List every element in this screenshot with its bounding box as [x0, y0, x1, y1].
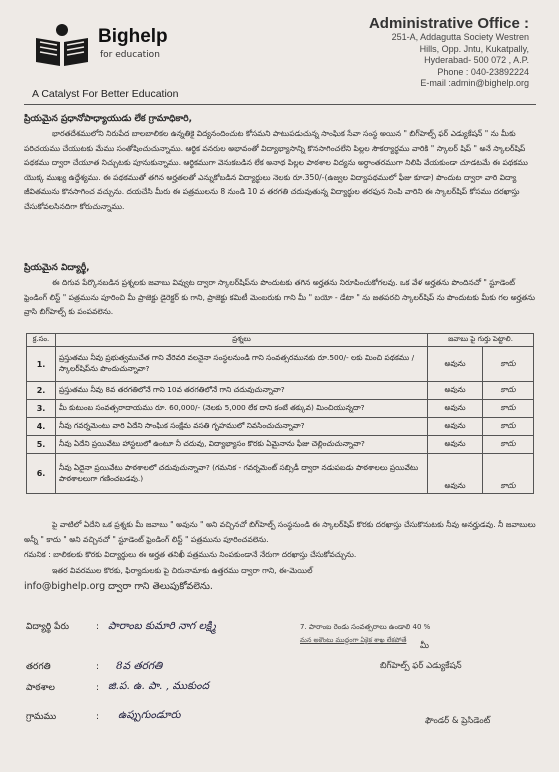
sig-founder-president: ఫౌండర్ & ప్రెసిడెంట్ [425, 716, 491, 726]
table-row [27, 436, 534, 454]
handwritten-note: 7. పారాంబ రెండు సంవత్సరాలు ఉండాలి 40 % [300, 623, 431, 631]
answer-no-marked[interactable]: కాదు [483, 347, 534, 382]
row-number: 4. [27, 418, 56, 436]
row-number: 5. [27, 436, 56, 454]
header-divider [24, 104, 536, 105]
label-student-name: విద్యార్థి పేరు [26, 622, 69, 632]
row-number: 1. [27, 347, 56, 382]
table-row [27, 400, 534, 418]
stamp-underline-text: మన అకౌంటు ముద్దంగా ఏకైక శాఖ లేకపోతే [300, 636, 407, 644]
col-serial: క్ర.సం. [27, 334, 56, 347]
answer-no-marked[interactable]: కాదు [483, 400, 534, 418]
colon: : [96, 712, 100, 722]
ineligibility-paragraph: పై వాటిలో ఏదేని ఒక ప్రశ్నకు మీ జవాబు " అవును " అని వచ్చినచో బిగ్‌హెల్ప్ సంస్థనుండి ఈ స్కాలర్‌షిప్ కొరకు దరఖాస్తు చేసుకొనుటకు నీవు అనర్హుడవు. నీ జవాబులు అన్నీ " కాదు " అని వచ్చినచో " స్టూడెంట్ ఫ్రెండింగ్ లిస్ట్ " పత్రమును పూరించవలెను. [24, 520, 536, 544]
salutation-student: ప్రియమైన విద్యార్థీ, [24, 263, 90, 273]
label-class: తరగతి [26, 662, 51, 672]
value-student-name[interactable]: పారాంబ కుమారి నాగ లక్ష్మి [108, 620, 216, 632]
answer-yes[interactable]: అవును [428, 347, 483, 382]
row-number: 2. [27, 382, 56, 400]
table-row [27, 418, 534, 436]
brand-subtitle: for education [100, 50, 160, 60]
intro-paragraph: భారతదేశములోని నిరుపేద బాలబాలికల ఉన్నతికై విద్యనందించుట కోసమని పాటుపడుచున్న సాంఘిక సేవా సంస్థ అయిన " బిగ్‌హెల్ప్ ఫర్ ఎడ్యుకేషన్ " ను మీకు పరిచయము చేయుటకు మేము సంతోషించుచున్నాము. ఆర్థిక వనరుల అభావంతో విద్యాభ్యాసాన్ని కొనసాగించలేని పిల్లల సౌకర్యార్థము వారికి " స్కాలర్ షిప్ " అనే స్కాలర్‌షిప్ పథకము ద్వారా చేయూత నిచ్చుటకు పూనుకున్నాము. ఆర్థికముగా వెనుకబడిన లేక అనాథ పిల్లల పాఠశాల విద్యను అర్ధాంతరముగా నిలిపి వేయకుండా చూడటమే ఈ పథకము యొక్క ముఖ్య ఉద్దేశ్యము. ఈ పథకముతో తగిన అర్హతలతో ఎన్నుకోబడిన విద్యార్థులు నెలకు రూ.350/-(ఉజ్వల విద్యాపథములో ఫీజు కూడా) పొందుట ద్వారా వారి విద్యా జీవితమును కొనసాగించ వచ్చును. దయచేసి మీరు ఈ పత్రములను 8 నుండి 10 వ తరగతి చదువుతున్న విద్యార్థుల తరఫున నింపి వారిని ఈ స్కాలర్‌షిప్ కోసము దరఖాస్తు చేసుకోవలసినదిగా కోరుచున్నాము. [24, 129, 528, 211]
col-question: ప్రశ్నలు [56, 334, 428, 347]
answer-yes[interactable]: అవును [428, 418, 483, 436]
answer-yes[interactable]: అవును [428, 400, 483, 418]
email-contact-line[interactable]: info@bighelp.org ద్వారా గాని తెలుపుకోవలెను. [24, 581, 213, 592]
office-line: 251-A, Addagutta Society Westren [391, 32, 529, 42]
salutation-headmaster: ప్రియమైన ప్రధానోపాధ్యాయుడు లేక గ్రామాధికారి, [24, 114, 193, 124]
contact-paragraph: ఇతర వివరముల కొరకు, ఫిర్యాదులకు పై చిరునామాకు ఉత్తరము ద్వారా గాని, ఈ-మెయిల్ [52, 566, 313, 575]
table-row [27, 382, 534, 400]
note-girls: గమనిక : బాలికలకు కొరకు విద్యార్థులు ఈ అర్హత తనిఖీ పత్రమును నింపకుండానే నేరుగా దరఖాస్తు చేసుకోవచ్చును. [24, 550, 357, 559]
office-title: Administrative Office : [368, 15, 529, 32]
answer-yes[interactable]: అవును [428, 436, 483, 454]
label-school: పాఠశాల [26, 683, 55, 693]
row-number: 3. [27, 400, 56, 418]
question-text: నీవు ఏదేని ప్రయివేటు హాస్టలులో ఉంటూ నీ చదువు, విద్యాభ్యాసం కొరకు ఏమైనాను ఫీజు చెల్లించుచున్నావా? [56, 436, 428, 454]
brand-name: Bighelp [98, 26, 168, 47]
value-village[interactable]: ఉప్పుగుండూరు [118, 709, 181, 721]
question-text: నీవు ఏదైనా ప్రయివేటు పాఠశాలలో చదువుచున్నావా? (గమనిక - గవర్నమెంట్ సబ్సిడీ ద్వారా నడుపబడు పాఠశాలలు ప్రయివేటు పాఠశాలలుగా గణించబడవు.) [56, 454, 428, 494]
question-text: ప్రస్తుతము నీవు 8వ తరగతిలోనే గాని 10వ తరగతిలోనే గాని చదువుచున్నావా? [56, 382, 428, 400]
answer-yes[interactable]: అవును [428, 382, 483, 400]
office-phone: Phone : 040-23892224 [437, 66, 529, 77]
answer-no-marked[interactable]: కాదు [483, 454, 534, 494]
bighelp-logo [32, 20, 92, 70]
colon: : [96, 622, 100, 632]
col-answer: జవాబు పై గుర్తు పెట్టాలి. [428, 334, 534, 347]
question-text: నీవు గవర్నమెంటు వారి ఏదేని సాంఘిక సంక్షేమ వసతి గృహములో నివసించుచున్నావా? [56, 418, 428, 436]
colon: : [96, 662, 100, 672]
question-text: ప్రస్తుతము నీవు ప్రభుత్వముచేత గాని వేరెవరి వలనైనా సంస్థలనుండి గాని సంవత్సరమునకు రూ.500/- లకు మించి పథకము / స్కాలర్‌షిప్‌ను పొందుచున్నావా? [56, 347, 428, 382]
eligibility-questions-table [26, 333, 534, 494]
value-class[interactable]: 8వ తరగతి [116, 660, 163, 672]
question-text: మీ కుటుంబ సంవత్సరాదాయము రూ. 60,000/- (నెలకు 5,000 లేక దాని కంటే తక్కువ) మించియున్నదా? [56, 400, 428, 418]
instruction-paragraph: ఈ దిగువ పేర్కొనబడిన ప్రశ్నలకు జవాబు వివ్వుట ద్వారా స్కాలర్‌షిప్‌ను పొందుటకు తగిన అర్హతను నిరూపించుకోగలవు. ఒక వేళ అర్హతను పొందినచో " స్టూడెంట్ ఫ్రెండింగ్ లిస్ట్ " పత్రమును పూరించి మీ ప్రాజెక్టు డైరెక్టర్ కు గాని, ప్రాజెక్టు కమిటీ మెంబరుకు గాని మీ " బయో - డేటా " ను జతపరచి స్కాలర్‌షిప్ ను పొందుటకు మీకు గల అర్హతను వ్రాసి బిగ్‌హెల్ప్ కు పంపవలెను. [24, 278, 536, 317]
colon: : [96, 683, 100, 693]
row-number: 6. [27, 454, 56, 494]
tagline: A Catalyst For Better Education [32, 88, 179, 100]
answer-no-marked[interactable]: కాదు [483, 382, 534, 400]
office-line: Hills, Opp. Jntu, Kukatpally, [419, 43, 529, 54]
table-row [27, 454, 534, 494]
sig-organization: బిగ్‌హెల్ప్ ఫర్ ఎడ్యుకేషన్ [380, 661, 462, 671]
office-address [367, 15, 529, 90]
table-row [27, 347, 534, 382]
label-village: గ్రామము [26, 712, 57, 722]
answer-no-marked[interactable]: కాదు [483, 418, 534, 436]
value-school[interactable]: జి.ప. ఉ. పా. , ముకుంద [108, 680, 209, 692]
answer-no-marked[interactable]: కాదు [483, 436, 534, 454]
office-email[interactable]: E-mail :admin@bighelp.org [420, 78, 529, 88]
sig-yours: మీ [420, 641, 429, 651]
answer-yes[interactable]: అవును [428, 454, 483, 494]
book-person-logo-icon [32, 20, 92, 70]
office-line: Hyderabad- 500 072 , A.P. [424, 55, 529, 65]
